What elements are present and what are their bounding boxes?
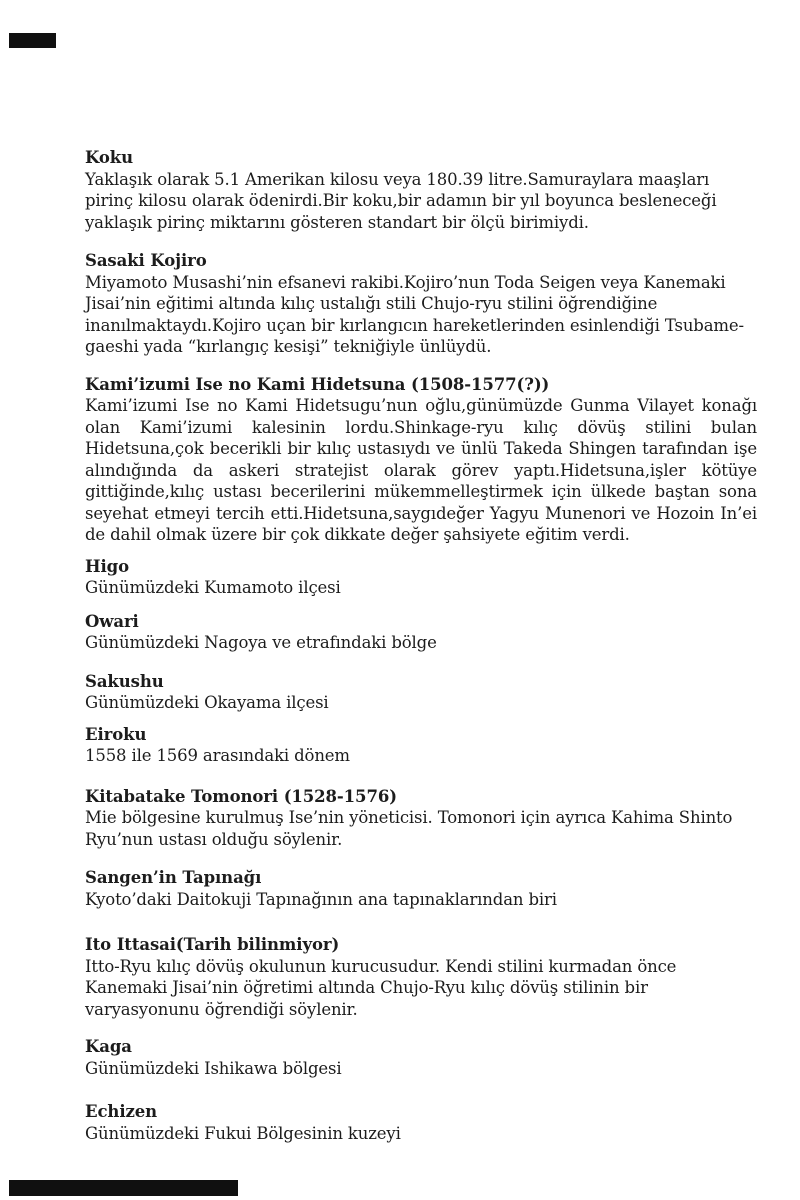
glossary-entry-echizen (85, 1101, 757, 1144)
scan-ink-artifact-bottom (9, 1180, 238, 1196)
term-heading: Kitabatake Tomonori (1528-1576) (85, 786, 397, 806)
term-definition: Günümüzdeki Ishikawa bölgesi (85, 1058, 342, 1078)
glossary-entry-owari (85, 611, 757, 654)
glossary-entry-koku (85, 147, 757, 233)
term-definition: Yaklaşık olarak 5.1 Amerikan kilosu veya 180.39 litre.Samuraylara maaşları pirinç kilosu olarak ödenirdi.Bir koku,bir adamın bir yıl boyunca besleneceği yaklaşık pirinç miktarını gösteren standart bir ölçü birimiydi. (85, 169, 717, 232)
term-definition: 1558 ile 1569 arasındaki dönem (85, 746, 350, 765)
glossary-entry-higo (85, 556, 757, 599)
term-definition: Kyoto’daki Daitokuji Tapınağının ana tapınaklarından biri (85, 889, 557, 909)
term-definition: Günümüzdeki Okayama ilçesi (85, 693, 329, 712)
term-definition: Günümüzdeki Kumamoto ilçesi (85, 578, 341, 597)
term-definition: Mie bölgesine kurulmuş Ise’nin yöneticisi. Tomonori için ayrıca Kahima Shinto Ryu’nun ustası olduğu söylenir. (85, 808, 733, 849)
scan-ink-artifact-top (9, 33, 56, 48)
term-heading: Echizen (85, 1102, 158, 1121)
term-definition: Miyamoto Musashi’nin efsanevi rakibi.Kojiro’nun Toda Seigen veya Kanemaki Jisai’nin eğitimi altında kılıç ustalığı stili Chujo-ryu stilini öğrendiğine inanılmaktaydı.Kojiro uçan bir kırlangıcın hareketlerinden esinlendiği Tsubame-gaeshi yada “kırlangıç kesişi” tekniğiyle ünlüydü. (85, 272, 744, 356)
glossary-entry-sakushu (85, 671, 757, 714)
term-heading: Sangen’in Tapınağı (85, 868, 262, 887)
term-heading: Sasaki Kojiro (85, 251, 207, 270)
term-heading: Kami’izumi Ise no Kami Hidetsuna (1508-1577(?)) (85, 374, 550, 394)
glossary-entry-kaga (85, 1036, 757, 1079)
term-heading: Kaga (85, 1037, 132, 1056)
term-definition: Günümüzdeki Nagoya ve etrafındaki bölge (85, 633, 437, 652)
glossary-content (85, 147, 757, 1144)
glossary-entry-kitabatake-tomonori (85, 786, 757, 851)
term-definition: Itto-Ryu kılıç dövüş okulunun kurucusudur. Kendi stilini kurmadan önce Kanemaki Jisai’nin öğretimi altında Chujo-Ryu kılıç dövüş stilinin bir varyasyonunu öğrendiği söylenir. (85, 956, 677, 1019)
term-heading: Higo (85, 556, 130, 576)
term-heading: Ito Ittasai(Tarih bilinmiyor) (85, 935, 340, 954)
term-heading: Koku (85, 148, 134, 167)
term-heading: Sakushu (85, 671, 164, 691)
term-heading: Eiroku (85, 724, 147, 744)
term-heading: Owari (85, 611, 139, 631)
term-definition: Kami’izumi Ise no Kami Hidetsugu’nun oğlu,günümüzde Gunma Vilayet konağı olan Kami’izumi kalesinin lordu.Shinkage-ryu kılıç dövüş stilini bulan Hidetsuna,çok becerikli bir kılıç ustasıydı ve ünlü Takeda Shingen tarafından işe alındığında da askeri stratejist olarak görev yaptı.Hidetsuna,işler kötüye gittiğinde,kılıç ustası becerilerini mükemmelleştirmek için ülkede baştan sona seyehat etmeyi tercih etti.Hidetsuna,saygıdeğer Yagyu Munenori ve Hozoin In’ei de dahil olmak üzere bir çok dikkate değer şahsiyete eğitim verdi. (85, 396, 757, 544)
term-definition: Günümüzdeki Fukui Bölgesinin kuzeyi (85, 1123, 401, 1143)
glossary-entry-kamiizumi (85, 374, 757, 546)
glossary-entry-sasaki-kojiro (85, 250, 757, 358)
glossary-entry-eiroku (85, 724, 757, 767)
glossary-entry-ito-ittasai (85, 934, 757, 1020)
glossary-entry-sangenin-tapinagi (85, 867, 757, 910)
